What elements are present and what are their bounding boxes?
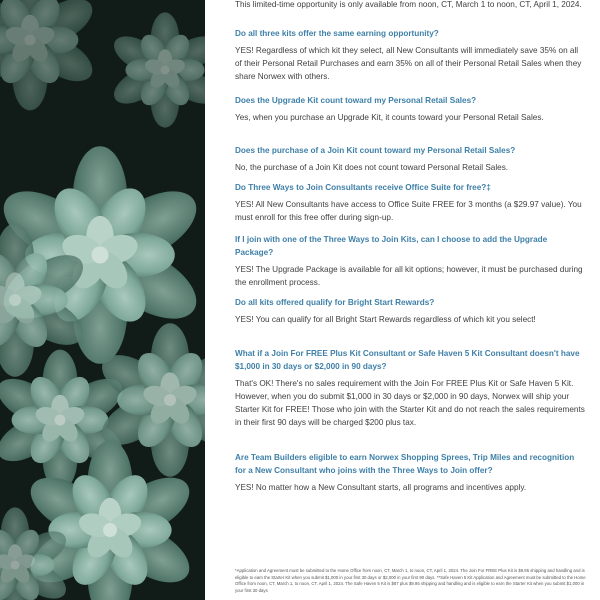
faq-answer: YES! You can qualify for all Bright Start Rewards regardless of which kit you select! [235, 315, 536, 324]
faq-question: Do all kits offered qualify for Bright Start Rewards? [235, 298, 435, 307]
faq-question: Do Three Ways to Join Consultants receive Office Suite for free?‡ [235, 183, 491, 192]
faq-item [235, 233, 587, 289]
faq-answer: YES! No matter how a New Consultant starts, all programs and incentives apply. [235, 483, 527, 492]
succulent-photo [0, 0, 205, 600]
faq-answer: YES! Regardless of which kit they select, all New Consultants will immediately save 35% on all of their Personal Retail Purchases and earn 35% on all of their Personal Retail Sales when they share Norwex with others. [235, 46, 582, 81]
faq-answer: No, the purchase of a Join Kit does not count toward Personal Retail Sales. [235, 163, 509, 172]
faq-item [235, 451, 587, 494]
succulent-illustration [0, 0, 205, 600]
intro-text: This limited-time opportunity is only available from noon, CT, March 1 to noon, CT, April 1, 2024. [235, 0, 582, 9]
faq-question: Does the Upgrade Kit count toward my Personal Retail Sales? [235, 96, 477, 105]
faq-item [235, 347, 587, 429]
faq-question: Are Team Builders eligible to earn Norwex Shopping Sprees, Trip Miles and recognition for a New Consultant who joins with the Three Ways to Join offer? [235, 453, 575, 475]
faq-answer: That's OK! There's no sales requirement with the Join For FREE Plus Kit or Safe Haven 5 Kit. However, when you do submit $1,000 in 30 days or $2,000 in 90 days, Norwex will ship your Starter Kit for FREE! Those who join with the Starter Kit and do not reach the sales requirements in their first 90 days will be charged $200 plus tax. [235, 379, 585, 427]
faq-column [235, 0, 587, 600]
footnote: *Application and Agreement must be submitted to the Home Office from noon, CT, March 1, to noon, CT, April 1, 2024. The Join For FREE Plus Kit is $9.95 shipping and handling and is eligible to earn the Starter Kit when you submit $1,000 in your first 30 days or $2,000 in your first 90 days. **Safe Haven 5 Kit Application and Agreement must be submitted to the Home Office from noon, CT, March 1, to noon, CT, April 1, 2024. The Safe Haven 5 Kit is $87 plus $9.95 shipping and handling and is eligible to earn the Starter Kit when you submit $1,000 in your first 30 days [235, 568, 586, 593]
faq-item [235, 144, 587, 174]
faq-answer: YES! The Upgrade Package is available for all kit options; however, it must be purchased during the enrollment process. [235, 265, 583, 287]
faq-item [235, 181, 587, 224]
faq-item [235, 296, 587, 326]
faq-question: Do all three kits offer the same earning opportunity? [235, 29, 439, 38]
faq-question: If I join with one of the Three Ways to Join Kits, can I choose to add the Upgrade Package? [235, 235, 548, 257]
faq-item [235, 94, 587, 124]
faq-question: What if a Join For FREE Plus Kit Consultant or Safe Haven 5 Kit Consultant doesn't have $1,000 in 30 days or $2,000 in 90 days? [235, 349, 580, 371]
faq-answer: Yes, when you purchase an Upgrade Kit, it counts toward your Personal Retail Sales. [235, 113, 544, 122]
faq-answer: YES! All New Consultants have access to Office Suite FREE for 3 months (a $29.97 value). You must enroll for this free offer during sign-up. [235, 200, 582, 222]
faq-item [235, 27, 587, 83]
faq-question: Does the purchase of a Join Kit count toward my Personal Retail Sales? [235, 146, 516, 155]
